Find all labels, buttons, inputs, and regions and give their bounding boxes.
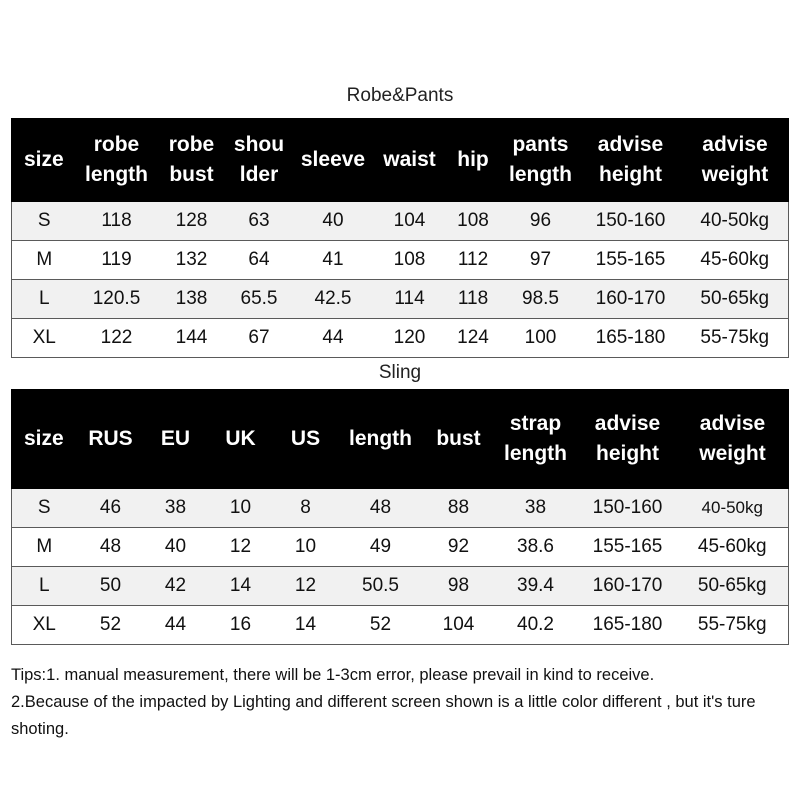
column-header-text: advise <box>699 412 766 435</box>
table-cell: M <box>12 241 77 280</box>
column-header-text: waist <box>383 148 436 171</box>
table-cell: 155-165 <box>579 528 677 567</box>
column-header-text: lder <box>239 163 279 186</box>
column-header-text: advise <box>594 412 661 435</box>
table-cell: 100 <box>502 319 580 358</box>
column-header <box>502 119 580 202</box>
table-cell: 114 <box>375 280 445 319</box>
table-cell: 40.2 <box>493 606 579 645</box>
column-header <box>12 390 77 489</box>
column-header <box>579 390 677 489</box>
table-cell: 38 <box>493 489 579 528</box>
table-cell: 98.5 <box>502 280 580 319</box>
table-cell: 52 <box>77 606 145 645</box>
column-header-text: size <box>24 148 64 171</box>
table-cell: 8 <box>275 489 337 528</box>
column-header <box>227 119 292 202</box>
column-header-text: RUS <box>88 427 133 450</box>
table-cell: 16 <box>207 606 275 645</box>
table-cell: 50 <box>77 567 145 606</box>
table-cell: 45-60kg <box>682 241 789 280</box>
column-header-text: US <box>290 427 321 450</box>
robe-pants-title: Robe&Pants <box>346 85 454 106</box>
table-cell: 138 <box>157 280 227 319</box>
table-cell: 124 <box>445 319 502 358</box>
column-header <box>337 390 425 489</box>
table-cell: XL <box>12 319 77 358</box>
column-header <box>77 390 145 489</box>
column-header-text: strap <box>509 412 562 435</box>
table-cell: 41 <box>292 241 375 280</box>
table-cell: 118 <box>445 280 502 319</box>
table-row <box>12 319 789 358</box>
column-header-text: bust <box>169 163 214 186</box>
table-cell: 55-75kg <box>677 606 789 645</box>
column-header-text: size <box>24 427 64 450</box>
table-cell: 119 <box>77 241 157 280</box>
table-cell: 39.4 <box>493 567 579 606</box>
table-cell: 132 <box>157 241 227 280</box>
column-header <box>580 119 682 202</box>
table-cell: 14 <box>207 567 275 606</box>
table-cell: 50-65kg <box>682 280 789 319</box>
column-header-text: EU <box>160 427 191 450</box>
column-header-text: pants <box>512 133 569 156</box>
table-cell: 64 <box>227 241 292 280</box>
column-header <box>77 119 157 202</box>
table-row <box>12 606 789 645</box>
table-row <box>12 567 789 606</box>
tips-note <box>11 662 791 743</box>
table-row <box>12 241 789 280</box>
column-header-text: length <box>504 442 567 465</box>
table-cell: 97 <box>502 241 580 280</box>
table-cell: 98 <box>425 567 493 606</box>
table-cell: 49 <box>337 528 425 567</box>
sling-title: Sling <box>378 362 422 383</box>
column-header-text: advise <box>702 133 768 156</box>
table-cell: 45-60kg <box>677 528 789 567</box>
column-header-text: hip <box>457 148 489 171</box>
table-header-row <box>12 390 789 489</box>
table-cell: 120 <box>375 319 445 358</box>
column-header <box>207 390 275 489</box>
table-cell: 40 <box>292 202 375 241</box>
table-cell: 10 <box>207 489 275 528</box>
column-header-text: bust <box>436 427 481 450</box>
table-cell: 144 <box>157 319 227 358</box>
table-cell: 38.6 <box>493 528 579 567</box>
table-cell: 96 <box>502 202 580 241</box>
table-cell: 50-65kg <box>677 567 789 606</box>
column-header-text: weight <box>701 163 769 186</box>
column-header <box>12 119 77 202</box>
column-header <box>677 390 789 489</box>
column-header-text: shou <box>233 133 285 156</box>
column-header <box>157 119 227 202</box>
table-cell: 88 <box>425 489 493 528</box>
table-cell: 63 <box>227 202 292 241</box>
column-header-text: length <box>509 163 572 186</box>
table-row <box>12 280 789 319</box>
column-header <box>375 119 445 202</box>
table-cell: 160-170 <box>580 280 682 319</box>
column-header-text: weight <box>699 442 766 465</box>
column-header <box>682 119 789 202</box>
tips-line-2: 2.Because of the impacted by Lighting and different screen shown is a little color different , but it's ture shoting. <box>11 693 756 738</box>
table-cell: 67 <box>227 319 292 358</box>
table-cell: 92 <box>425 528 493 567</box>
table-cell: 122 <box>77 319 157 358</box>
table-cell: 165-180 <box>580 319 682 358</box>
table-cell: 46 <box>77 489 145 528</box>
column-header <box>493 390 579 489</box>
column-header-text: robe <box>93 133 140 156</box>
table-cell: 40-50kg <box>677 489 789 528</box>
sling-size-table <box>11 389 789 645</box>
table-cell: 44 <box>145 606 207 645</box>
table-cell: 118 <box>77 202 157 241</box>
column-header-text: length <box>349 427 412 450</box>
table-cell: S <box>12 202 77 241</box>
table-cell: 12 <box>207 528 275 567</box>
table-cell: 40 <box>145 528 207 567</box>
table-cell: 48 <box>337 489 425 528</box>
table-cell: 65.5 <box>227 280 292 319</box>
column-header-text: sleeve <box>300 148 366 171</box>
table-cell: 38 <box>145 489 207 528</box>
column-header-text: robe <box>168 133 215 156</box>
table-cell: 44 <box>292 319 375 358</box>
robe-pants-size-table <box>11 118 789 358</box>
table-cell: XL <box>12 606 77 645</box>
table-row <box>12 202 789 241</box>
column-header <box>445 119 502 202</box>
column-header <box>145 390 207 489</box>
table-cell: L <box>12 280 77 319</box>
column-header <box>425 390 493 489</box>
table-row <box>12 528 789 567</box>
table-row <box>12 489 789 528</box>
table-cell: 155-165 <box>580 241 682 280</box>
table-cell: L <box>12 567 77 606</box>
tips-line-1: Tips:1. manual measurement, there will be 1-3cm error, please prevail in kind to receive. <box>11 666 655 684</box>
table-header-row <box>12 119 789 202</box>
table-cell: 10 <box>275 528 337 567</box>
table-cell: 128 <box>157 202 227 241</box>
table-cell: 150-160 <box>580 202 682 241</box>
table-cell: 104 <box>425 606 493 645</box>
column-header-text: length <box>85 163 148 186</box>
table-cell: 14 <box>275 606 337 645</box>
table-cell: 48 <box>77 528 145 567</box>
table-cell: 150-160 <box>579 489 677 528</box>
table-cell: 120.5 <box>77 280 157 319</box>
table-cell: 160-170 <box>579 567 677 606</box>
table-cell: 104 <box>375 202 445 241</box>
column-header-text: height <box>599 163 662 186</box>
table-cell: 50.5 <box>337 567 425 606</box>
column-header-text: UK <box>225 427 256 450</box>
table-cell: 12 <box>275 567 337 606</box>
table-cell: S <box>12 489 77 528</box>
table-cell: 108 <box>375 241 445 280</box>
table-cell: 165-180 <box>579 606 677 645</box>
table-cell: 55-75kg <box>682 319 789 358</box>
table-cell: 42.5 <box>292 280 375 319</box>
table-cell: 42 <box>145 567 207 606</box>
table-cell: 52 <box>337 606 425 645</box>
column-header-text: height <box>596 442 659 465</box>
column-header-text: advise <box>597 133 664 156</box>
column-header <box>292 119 375 202</box>
table-cell: 112 <box>445 241 502 280</box>
column-header <box>275 390 337 489</box>
table-cell: 40-50kg <box>682 202 789 241</box>
table-cell: M <box>12 528 77 567</box>
table-cell: 108 <box>445 202 502 241</box>
